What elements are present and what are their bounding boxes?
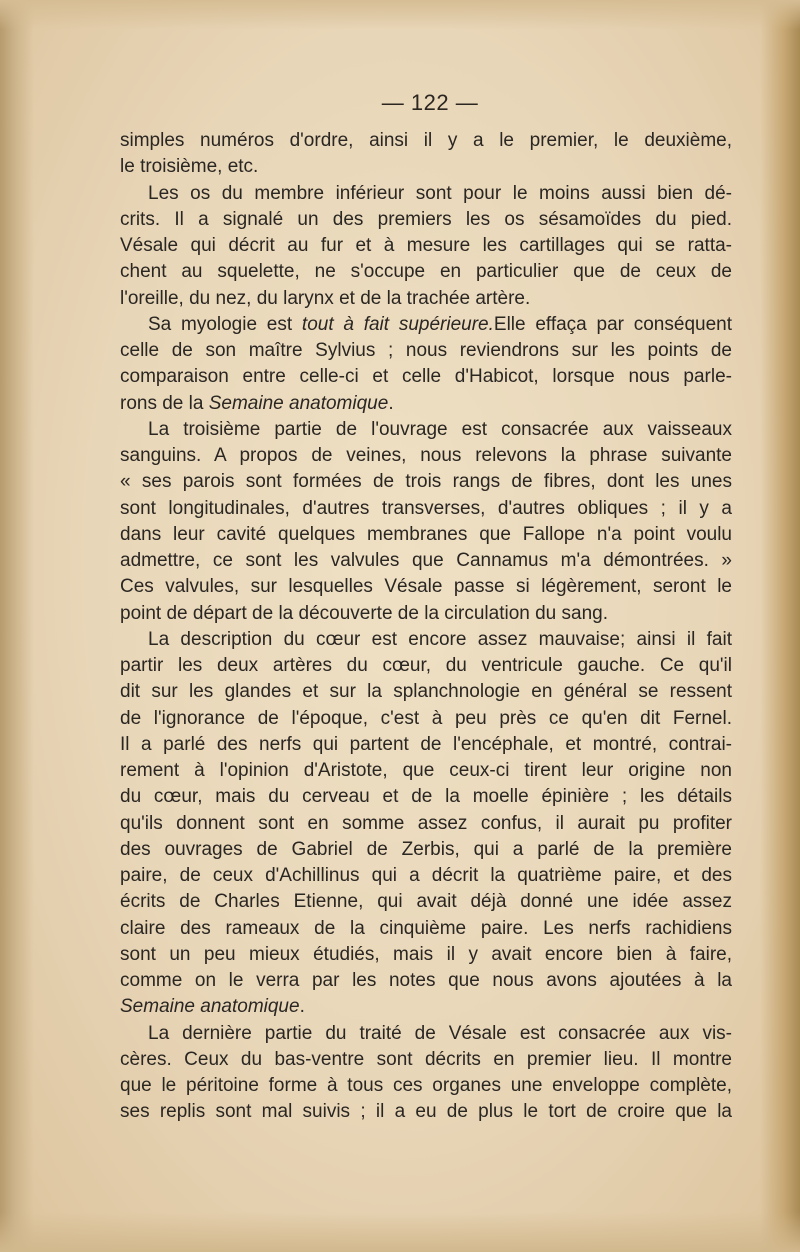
text-line: Les os du membre inférieur sont pour le moins aussi bien dé- xyxy=(148,182,732,204)
text-line: « ses parois sont formées de trois rangs de fibres, dont les unes xyxy=(120,471,732,493)
text-line: de l'ignorance de l'époque, c'est à peu près ce qu'en dit Fernel. xyxy=(120,707,732,729)
text-line: cères. Ceux du bas-ventre sont décrits en premier lieu. Il montre xyxy=(120,1048,732,1070)
text-segment: rons de la xyxy=(120,392,209,414)
text-line: simples numéros d'ordre, ainsi il y a le premier, le deuxième, xyxy=(120,130,732,151)
text-line: partir les deux artères du cœur, du ventricule gauche. Ce qu'il xyxy=(120,655,732,676)
text-line: La description du cœur est encore assez mauvaise; ainsi il fait xyxy=(148,628,732,650)
text-line: comparaison entre celle-ci et celle d'Habicot, lorsque nous parle- xyxy=(120,366,732,388)
text-line: sanguins. A propos de veines, nous relevons la phrase suivante xyxy=(120,445,732,466)
text-line: sont longitudinales, d'autres transverses, d'autres obliques ; il y a xyxy=(120,497,732,519)
text-line: comme on le verra par les notes que nous avons ajoutées à la xyxy=(120,970,732,991)
italic-segment: tout à fait supérieure. xyxy=(301,313,494,335)
text-line: Ces valvules, sur lesquelles Vésale passe si légèrement, seront le xyxy=(120,576,732,598)
text-line: La dernière partie du traité de Vésale est consacrée aux vis- xyxy=(148,1022,732,1044)
text-line xyxy=(120,312,732,338)
text-line: ses replis sont mal suivis ; il a eu de plus le tort de croire que la xyxy=(120,1101,732,1123)
page-right-edge xyxy=(760,0,800,1252)
text-line: que le péritoine forme à tous ces organes une enveloppe complète, xyxy=(120,1075,732,1096)
text-line: dit sur les glandes et sur la splanchnologie en général se ressent xyxy=(120,681,732,703)
text-line: l'oreille, du nez, du larynx et de la trachée artère. xyxy=(120,287,531,309)
text-segment: Elle effaça par conséquent xyxy=(493,313,732,335)
italic-segment: Semaine anatomique xyxy=(208,392,389,414)
text-line: sont un peu mieux étudiés, mais il y avait encore bien à faire, xyxy=(120,943,732,965)
text-line: des ouvrages de Gabriel de Zerbis, qui a parlé de la première xyxy=(120,838,732,860)
page-number: — 122 — xyxy=(381,90,479,115)
page-left-shadow xyxy=(0,0,34,1252)
page-bottom-shadow xyxy=(0,1212,800,1252)
text-line: le troisième, etc. xyxy=(120,156,259,178)
text-line: paire, de ceux d'Achillinus qui a décrit la quatrième paire, et des xyxy=(120,865,732,886)
italic-segment: Semaine anatomique xyxy=(120,996,300,1018)
text-line: rement à l'opinion d'Aristote, que ceux-ci tirent leur origine non xyxy=(120,760,732,781)
text-segment: . xyxy=(388,392,394,414)
text-line: celle de son maître Sylvius ; nous reviendrons sur les points de xyxy=(120,340,732,361)
text-line: claire des rameaux de la cinquième paire. Les nerfs rachidiens xyxy=(120,917,732,939)
text-line: écrits de Charles Etienne, qui avait déjà donné une idée assez xyxy=(120,891,732,913)
body-text xyxy=(120,128,732,1126)
text-line: point de départ de la découverte de la circulation du sang. xyxy=(120,602,608,624)
text-line: admettre, ce sont les valvules que Cannamus m'a démontrées. » xyxy=(120,550,732,571)
page-top-shadow xyxy=(0,0,800,30)
text-segment: Sa myologie est xyxy=(148,313,302,335)
text-line: qu'ils donnent sont en somme assez confus, il aurait pu profiter xyxy=(120,812,732,834)
text-line: crits. Il a signalé un des premiers les os sésamoïdes du pied. xyxy=(120,208,732,230)
text-line: chent au squelette, ne s'occupe en particulier que de ceux de xyxy=(120,261,732,283)
text-line: Vésale qui décrit au fur et à mesure les cartillages qui se ratta- xyxy=(120,235,732,256)
text-line: Il a parlé des nerfs qui partent de l'encéphale, et montré, contrai- xyxy=(120,733,732,755)
text-line xyxy=(120,391,732,417)
text-line xyxy=(120,994,732,1020)
text-line: du cœur, mais du cerveau et de la moelle épinière ; les détails xyxy=(120,786,732,808)
text-segment: . xyxy=(299,996,305,1018)
text-line: dans leur cavité quelques membranes que Fallope n'a point voulu xyxy=(120,523,732,545)
text-line: La troisième partie de l'ouvrage est consacrée aux vaisseaux xyxy=(148,418,732,440)
